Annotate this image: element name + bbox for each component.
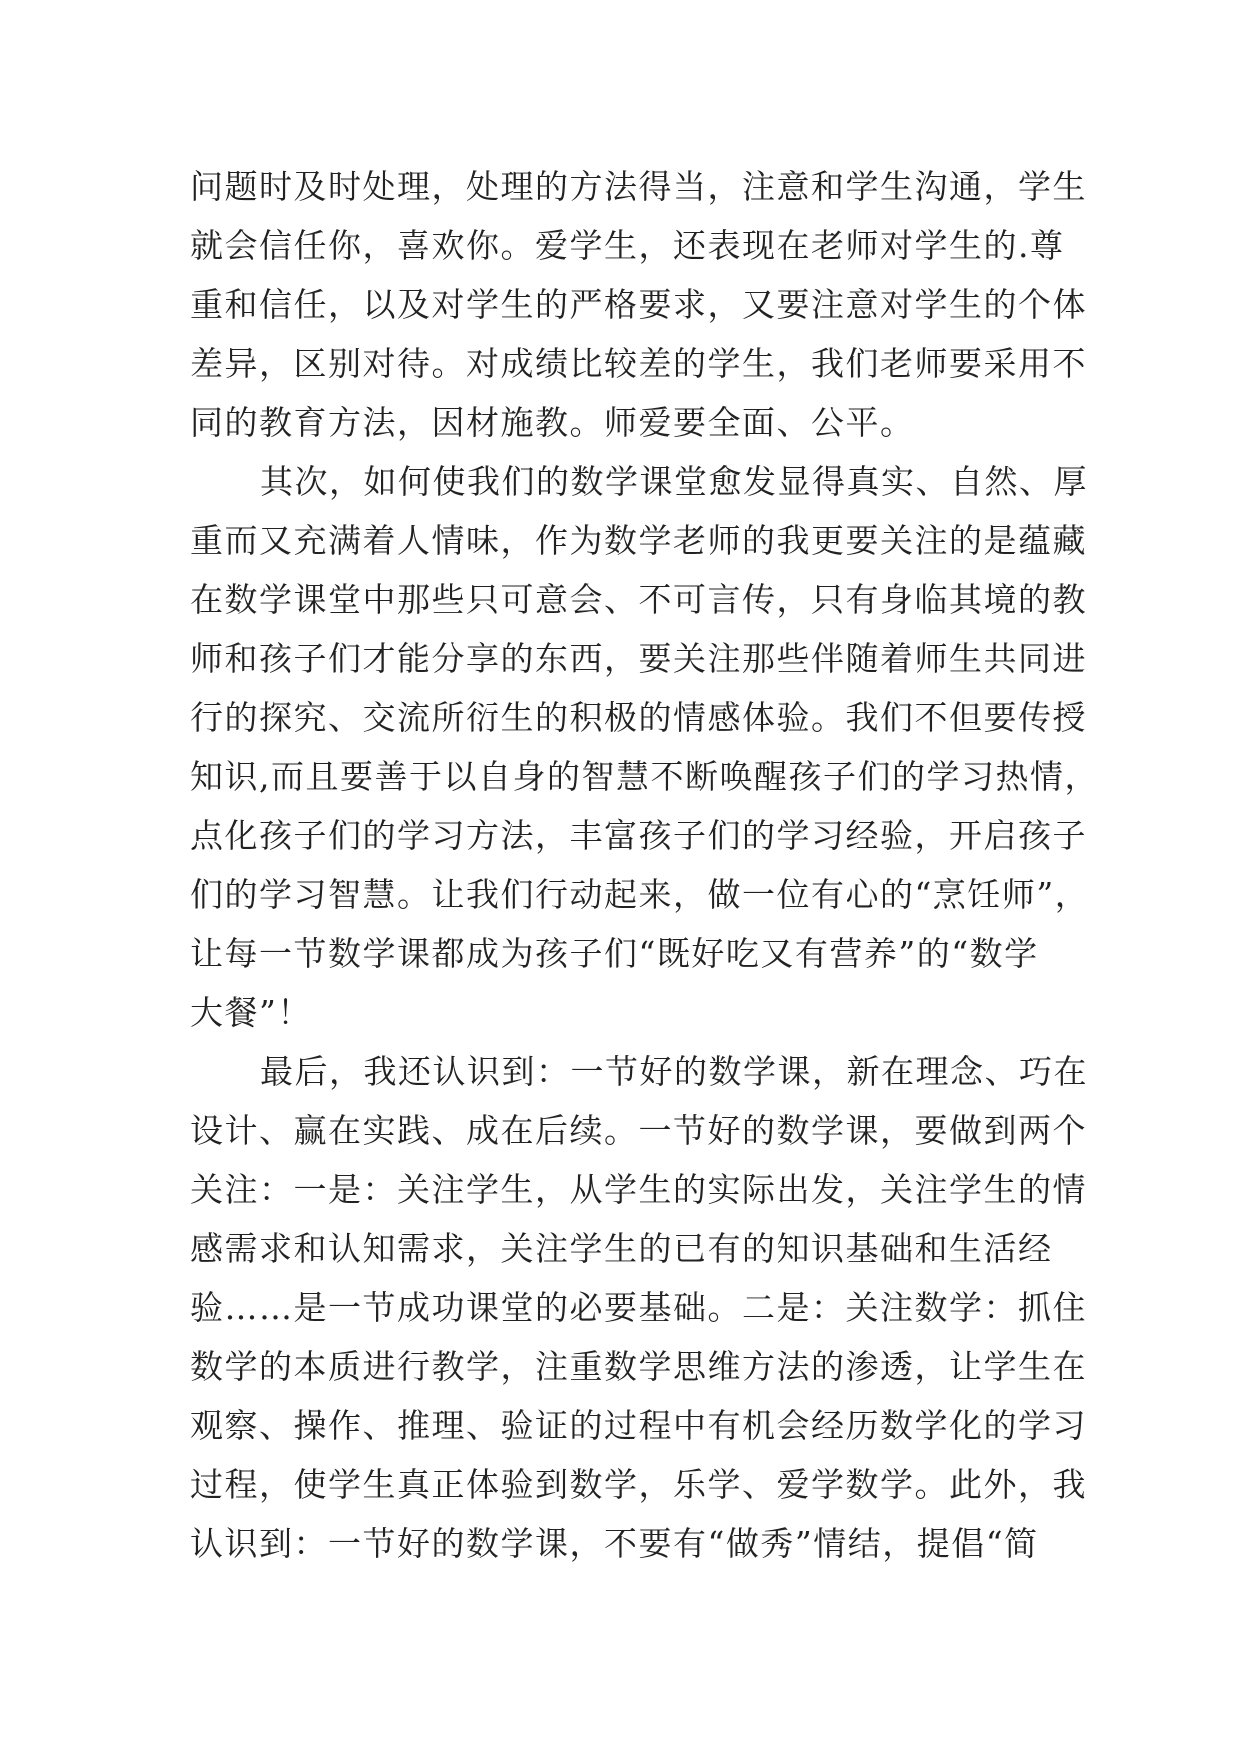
text-line: 过程，使学生真正体验到数学，乐学、爱学数学。此外，我 [190, 1465, 1087, 1504]
text-line: 观察、操作、推理、验证的过程中有机会经历数学化的学习 [190, 1406, 1087, 1445]
paragraph-start-line: 其次，如何使我们的数学课堂愈发显得真实、自然、厚 [260, 462, 1088, 501]
text-line: 师和孩子们才能分享的东西，要关注那些伴随着师生共同进 [190, 639, 1087, 678]
text-line: 们的学习智慧。让我们行动起来，做一位有心的“烹饪师”， [190, 875, 1090, 914]
paragraph-start-line: 最后，我还认识到：一节好的数学课，新在理念、巧在 [260, 1052, 1088, 1091]
text-line: 感需求和认知需求，关注学生的已有的知识基础和生活经 [190, 1229, 1053, 1268]
text-line: 行的探究、交流所衍生的积极的情感体验。我们不但要传授 [190, 698, 1087, 737]
text-line: 同的教育方法，因材施教。师爱要全面、公平。 [190, 403, 915, 442]
text-line: 认识到：一节好的数学课，不要有“做秀”情结，提倡“简 [190, 1524, 1039, 1563]
text-line: 重而又充满着人情味，作为数学老师的我更要关注的是蕴藏 [190, 521, 1087, 560]
text-line: 设计、赢在实践、成在后续。一节好的数学课，要做到两个 [190, 1111, 1087, 1150]
text-line: 点化孩子们的学习方法，丰富孩子们的学习经验，开启孩子 [190, 816, 1087, 855]
text-line: 验……是一节成功课堂的必要基础。二是：关注数学：抓住 [190, 1288, 1087, 1327]
text-line: 让每一节数学课都成为孩子们“既好吃又有营养”的“数学 [190, 934, 1039, 973]
body-text [190, 157, 1099, 1573]
text-line: 知识,而且要善于以自身的智慧不断唤醒孩子们的学习热情， [190, 757, 1099, 796]
text-line: 差异，区别对待。对成绩比较差的学生，我们老师要采用不 [190, 344, 1087, 383]
text-line: 大餐”！ [190, 993, 312, 1032]
text-line: 就会信任你，喜欢你。爱学生，还表现在老师对学生的.尊 [190, 226, 1065, 265]
text-line: 问题时及时处理，处理的方法得当，注意和学生沟通，学生 [190, 167, 1087, 206]
text-line: 数学的本质进行教学，注重数学思维方法的渗透，让学生在 [190, 1347, 1087, 1386]
text-line: 在数学课堂中那些只可意会、不可言传，只有身临其境的教 [190, 580, 1087, 619]
text-line: 关注：一是：关注学生，从学生的实际出发，关注学生的情 [190, 1170, 1087, 1209]
text-line: 重和信任，以及对学生的严格要求，又要注意对学生的个体 [190, 285, 1087, 324]
